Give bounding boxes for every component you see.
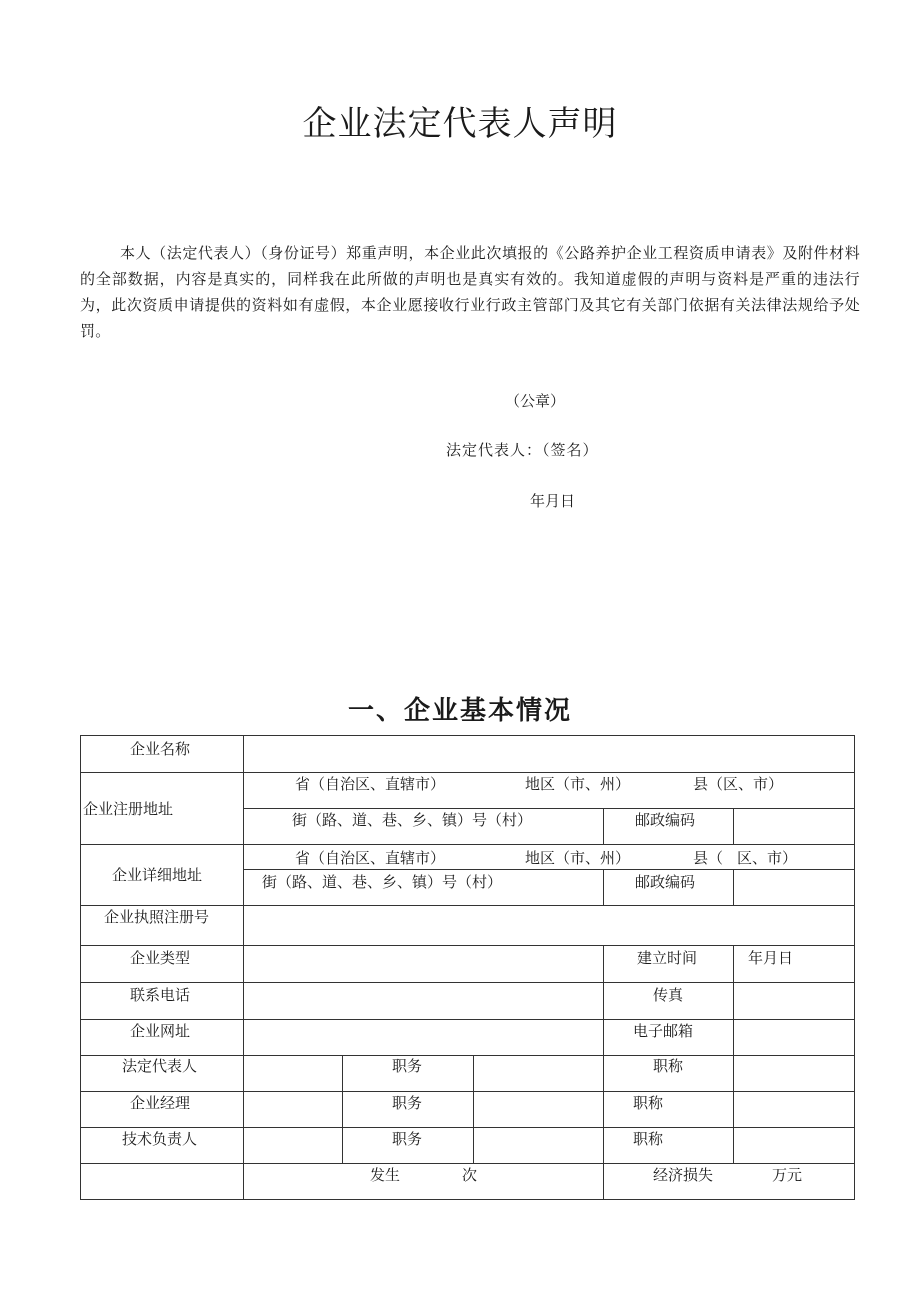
email-label: 电子邮箱 [633,1022,694,1040]
legal-rep-position-label: 职务 [392,1057,423,1075]
company-type-field[interactable] [244,946,603,982]
form-border-right [854,735,855,1200]
row-divider [80,1091,855,1092]
license-no-label: 企业执照注册号 [104,908,210,926]
times-label: 次 [462,1166,478,1184]
detail-county-label-a: 县（ [693,849,724,867]
website-field[interactable] [244,1020,603,1055]
col-divider [473,1055,474,1163]
detail-street-label: 街（路、道、巷、乡、镇）号（村） [262,873,503,891]
detail-postcode-field[interactable] [734,870,854,905]
wan-yuan-label: 万元 [772,1166,803,1184]
tech-lead-title-label: 职称 [633,1130,664,1148]
economic-loss-label: 经济损失 [653,1166,714,1184]
reg-province-label: 省（自治区、直辖市） [295,775,446,793]
detail-county-label-b: 区、市） [737,849,798,867]
tech-lead-position-label: 职务 [392,1130,423,1148]
phone-label: 联系电话 [130,986,191,1004]
legal-rep-label: 法定代表人 [122,1057,198,1075]
date-label: 年月日 [530,492,576,510]
license-no-field[interactable] [244,906,854,945]
declaration-text: 本人（法定代表人）（身份证号）郑重声明，本企业此次填报的《公路养护企业工程资质申请表》及附件材料的全部数据，内容是真实的，同样我在此所做的声明也是真实有效的。我知道虚假的声明与资料是严重的违法行为，此次资质申请提供的资料如有虚假，本企业愿接收行业行政主管部门及其它有关部门依据有关法律法规给予处罚。 [80,244,860,340]
manager-position-label: 职务 [392,1094,423,1112]
website-label: 企业网址 [130,1022,191,1040]
company-name-field[interactable] [244,736,854,772]
occurred-label: 发生 [370,1166,401,1184]
fax-label: 传真 [653,986,684,1004]
fax-field[interactable] [734,983,854,1019]
reg-region-label: 地区（市、州） [525,775,631,793]
page-title: 企业法定代表人声明 [302,104,618,144]
col-divider [342,1055,343,1163]
company-info-form [80,735,855,1200]
row-divider [80,1163,855,1164]
tech-lead-label: 技术负责人 [122,1130,198,1148]
legal-rep-title-label: 职称 [653,1057,684,1075]
reg-street-label: 街（路、道、巷、乡、镇）号（村） [292,811,533,829]
manager-title-label: 职称 [633,1094,664,1112]
detail-province-label: 省（自治区、直辖市） [295,849,446,867]
manager-label: 企业经理 [130,1094,191,1112]
row-divider [80,772,855,773]
col-divider [603,869,604,905]
founded-label: 建立时间 [637,949,698,967]
section-title: 一、企业基本情况 [347,696,572,726]
signature-label: 法定代表人：（签名） [446,441,599,459]
form-border-left [80,735,81,1200]
row-divider [80,844,855,845]
form-border-bottom [80,1199,855,1200]
reg-county-label: 县（区、市） [693,775,784,793]
col-divider [603,808,604,844]
seal-label: （公章） [505,392,566,410]
reg-address-label: 企业注册地址 [83,800,174,818]
founded-value: 年月日 [748,949,794,967]
col-divider [603,945,604,1200]
company-type-label: 企业类型 [130,949,191,967]
reg-postcode-label: 邮政编码 [635,811,696,829]
reg-postcode-field[interactable] [734,809,854,844]
detail-region-label: 地区（市、州） [525,849,631,867]
detail-postcode-label: 邮政编码 [635,873,696,891]
detail-address-label: 企业详细地址 [112,866,203,884]
company-name-label: 企业名称 [130,740,191,758]
email-field[interactable] [734,1020,854,1055]
phone-field[interactable] [244,983,603,1019]
row-divider [80,1127,855,1128]
